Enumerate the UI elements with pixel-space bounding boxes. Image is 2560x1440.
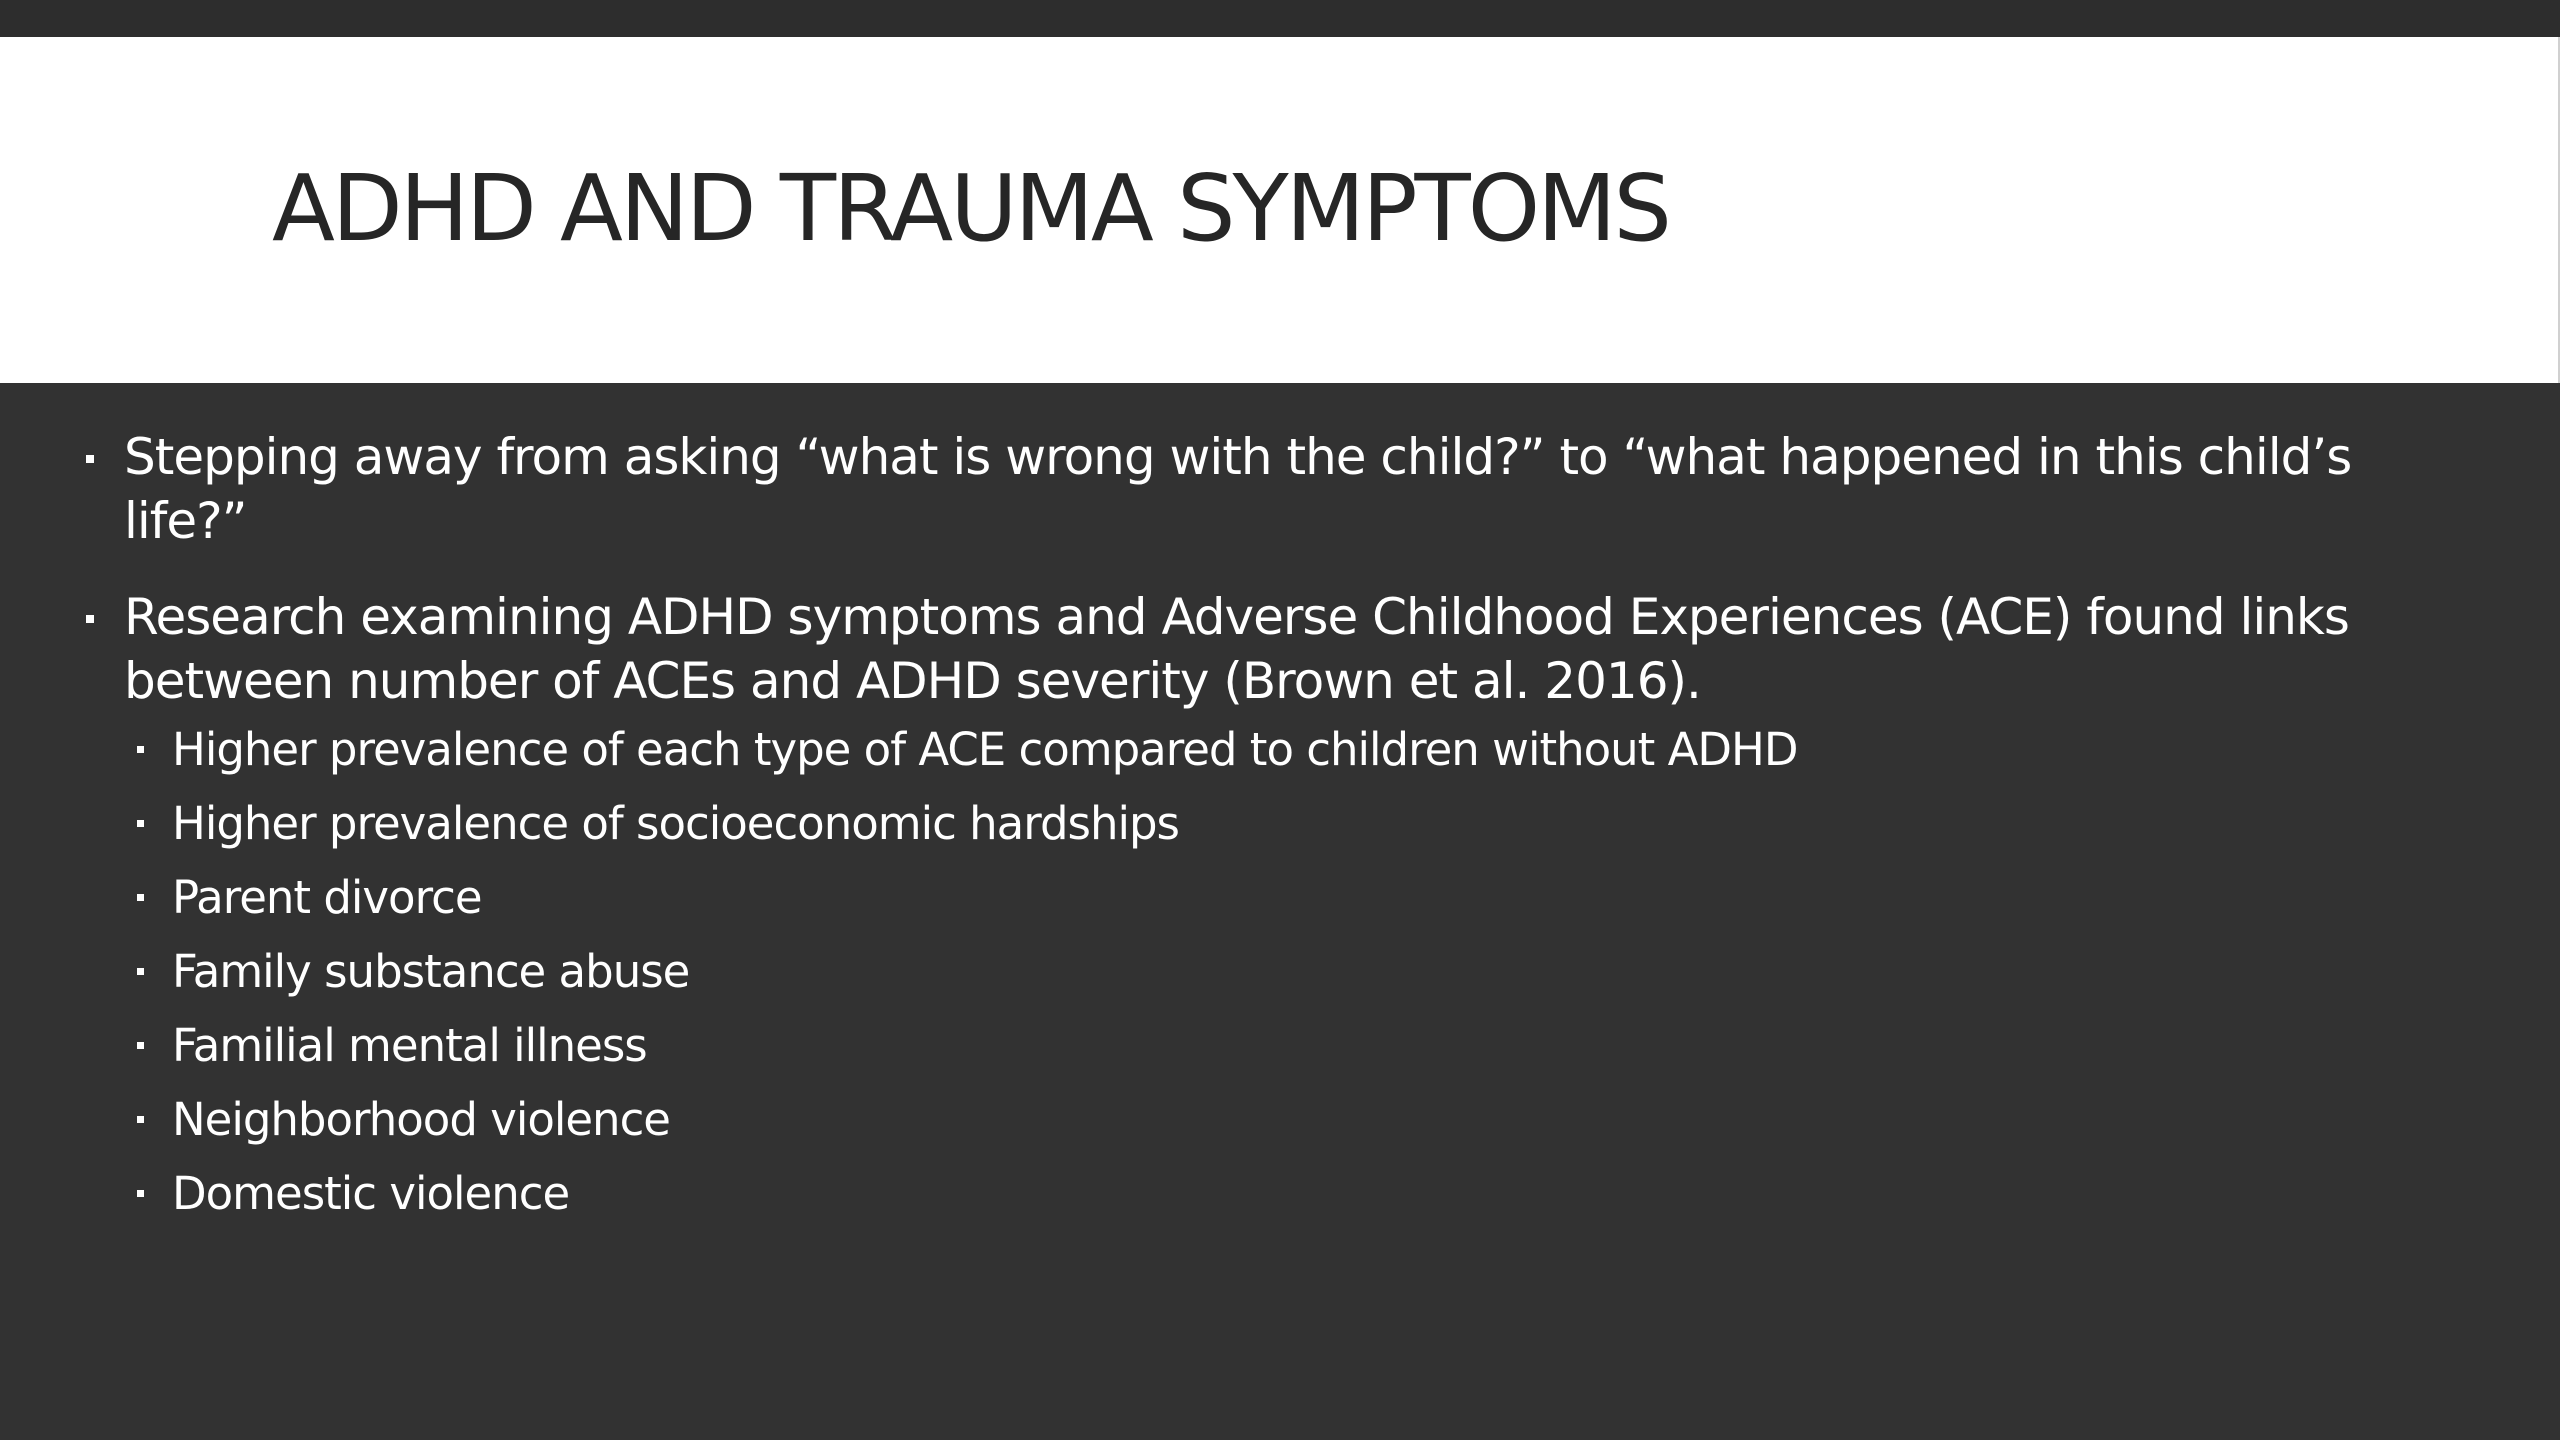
bullet-item [0, 425, 2384, 553]
sub-bullet-marker [137, 1116, 144, 1123]
sub-bullet-text: Higher prevalence of each type of ACE compared to children without ADHD [172, 723, 1798, 776]
slide-title: ADHD AND TRAUMA SYMPTOMS [272, 155, 1669, 262]
sub-bullet-marker [137, 894, 144, 901]
sub-bullet-item [0, 869, 2560, 927]
sub-bullet-item [0, 1017, 2560, 1075]
sub-bullet-text: Parent divorce [172, 871, 482, 924]
sub-bullet-marker [137, 1190, 144, 1197]
sub-bullet-marker [137, 1042, 144, 1049]
sub-bullet-item [0, 1091, 2560, 1149]
sub-bullet-item [0, 795, 2560, 853]
bullet-item [0, 585, 2384, 713]
bullet-text: Stepping away from asking “what is wrong with the child?” to “what happened in this child’s life?” [124, 428, 2352, 550]
sub-bullet-text: Family substance abuse [172, 945, 690, 998]
sub-bullet-item [0, 1165, 2560, 1223]
sub-bullet-item [0, 943, 2560, 1001]
sub-bullet-marker [137, 968, 144, 975]
bullet-marker [86, 615, 94, 623]
sub-bullet-item [0, 721, 2560, 779]
sub-bullet-text: Neighborhood violence [172, 1093, 670, 1146]
sub-bullet-list [0, 721, 2560, 1223]
top-band [0, 0, 2560, 37]
sub-bullet-marker [137, 820, 144, 827]
sub-bullet-text: Familial mental illness [172, 1019, 647, 1072]
title-area [0, 37, 2560, 383]
content-area [0, 425, 2560, 1223]
sub-bullet-text: Domestic violence [172, 1167, 570, 1220]
bullet-marker [86, 455, 94, 463]
sub-bullet-text: Higher prevalence of socioeconomic hardships [172, 797, 1179, 850]
bullet-text: Research examining ADHD symptoms and Adverse Childhood Experiences (ACE) found links between number of ACEs and ADHD severity (Brown et al. 2016). [124, 588, 2349, 710]
sub-bullet-marker [137, 746, 144, 753]
